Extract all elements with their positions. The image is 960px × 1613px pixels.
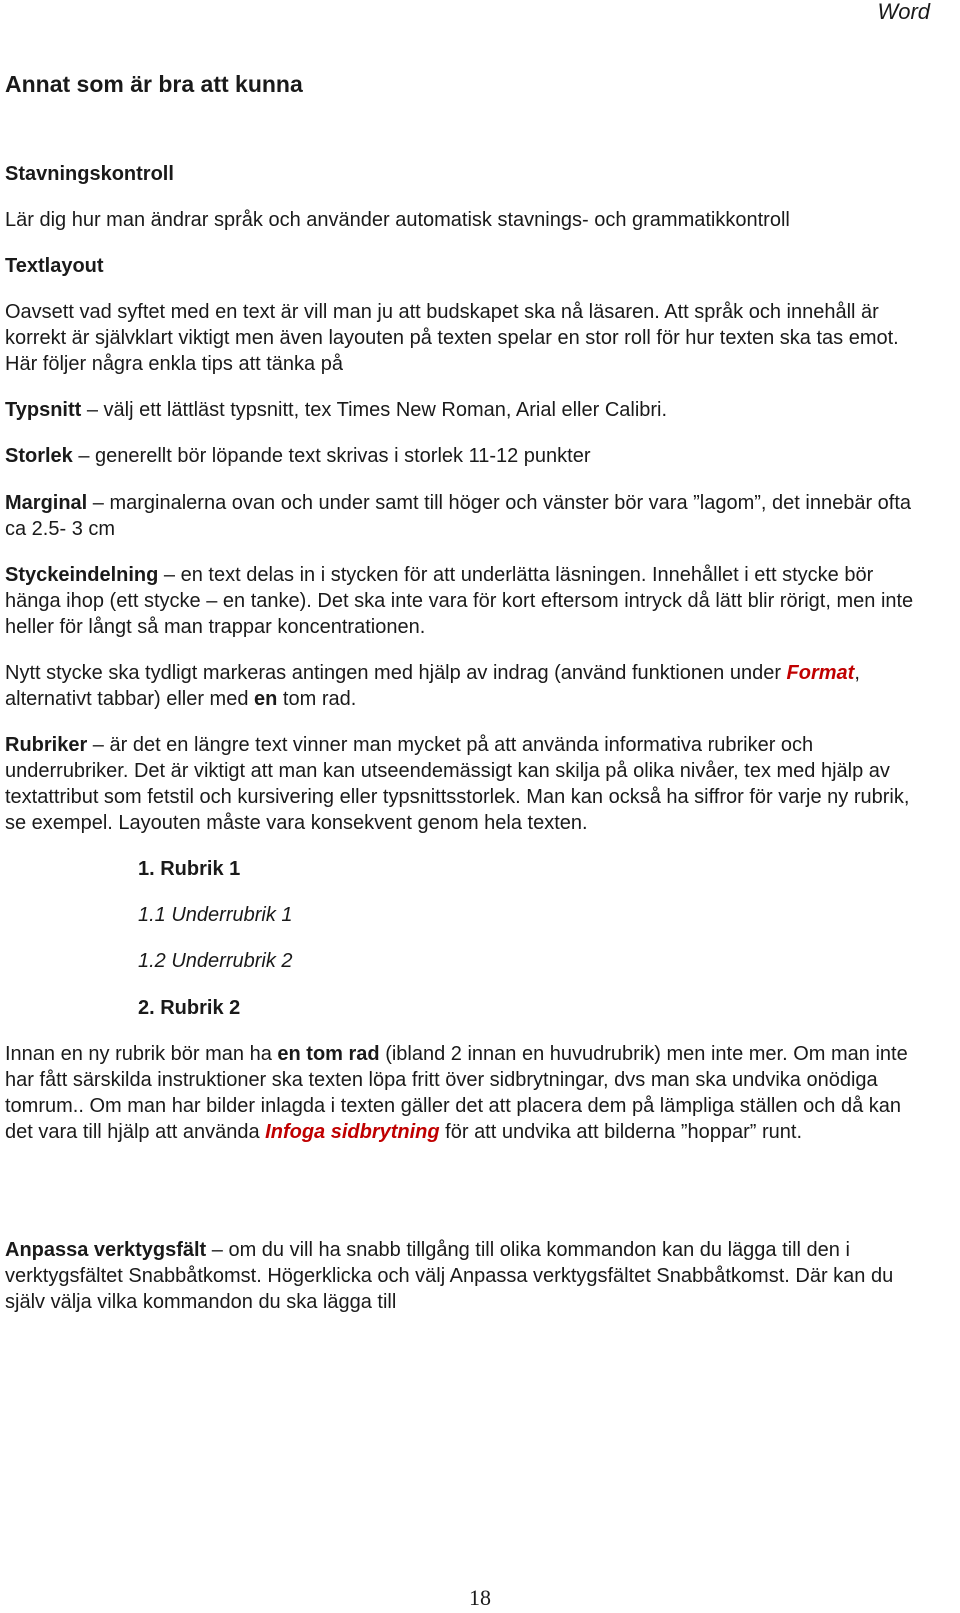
term-anpassa: Anpassa verktygsfält: [5, 1239, 207, 1261]
example-underrubrik-1: 1.1 Underrubrik 1: [138, 904, 293, 926]
paragraph-marginal: [5, 490, 930, 542]
text-innan-3: för att undvika att bilderna ”hoppar” runt.: [439, 1121, 803, 1143]
paragraph-rubriker: [5, 732, 930, 836]
paragraph-storlek: [5, 443, 930, 469]
text-storlek: – generellt bör löpande text skrivas i storlek 11-12 punkter: [72, 445, 591, 467]
paragraph-nytt-stycke: [5, 660, 930, 712]
text-nytt-stycke-en: en: [254, 688, 278, 710]
format-menu-reference: Format: [786, 662, 855, 684]
paragraph-innan: [5, 1041, 930, 1145]
text-innan-1: Innan en ny rubrik bör man ha: [5, 1043, 278, 1065]
term-marginal: Marginal: [5, 492, 88, 514]
text-innan-2: (ibland 2 innan en huvudrubrik) men inte mer. Om man inte har fått särskilda instruktioner ska texten löpa fritt över sidbrytningar, dvs man ska undvika onödiga tomrum.. Om man har bilder inlagda i texten gäller det att placera dem på lämpliga ställen och då kan det vara till hjälp att använda: [5, 1043, 908, 1143]
text-nytt-stycke-2: , alternativt tabbar) eller med: [5, 662, 860, 710]
text-rubriker: – är det en längre text vinner man mycket på att använda informativa rubriker och underrubriker. Det är viktigt att man kan utseendemässigt kan skilja på olika nivåer, tex med hjälp av textattribut som fetstil och kursivering eller typsnittsstorlek. Man kan också ha siffror för varje ny rubrik, se exempel. Layouten måste vara konsekvent genom hela texten.: [5, 734, 910, 834]
paragraph-anpassa: [5, 1237, 930, 1315]
paragraph-intro: Oavsett vad syftet med en text är vill man ju att budskapet ska nå läsaren. Att språk och innehåll är korrekt är självklart viktigt men även layouten på texten spelar en stor roll för hur texten ska tas emot. Här följer några enkla tips att tänka på: [5, 301, 899, 375]
text-styckeindelning: – en text delas in i stycken för att underlätta läsningen. Innehållet i ett stycke bör hänga ihop (ett stycke – en tanke). Det ska inte vara för kort eftersom intryck då lätt blir rörigt, men inte heller för långt så man trappar koncentrationen.: [5, 564, 914, 638]
text-nytt-stycke-1: Nytt stycke ska tydligt markeras antingen med hjälp av indrag (använd funktionen under: [5, 662, 787, 684]
page-title: Annat som är bra att kunna: [5, 71, 303, 97]
paragraph-styckeindelning: [5, 562, 930, 640]
text-marginal: – marginalerna ovan och under samt till höger och vänster bör vara ”lagom”, det innebär ofta ca 2.5- 3 cm: [5, 492, 912, 540]
text-nytt-stycke-3: tom rad.: [277, 688, 357, 710]
heading-textlayout: Textlayout: [5, 255, 104, 277]
text-innan-bold: en tom rad: [277, 1043, 380, 1065]
infoga-sidbrytning-reference: Infoga sidbrytning: [265, 1121, 440, 1143]
example-rubrik-2: 2. Rubrik 2: [138, 997, 241, 1019]
term-typsnitt: Typsnitt: [5, 399, 82, 421]
paragraph-stavning: Lär dig hur man ändrar språk och använder automatisk stavnings- och grammatikkontroll: [5, 209, 790, 231]
text-typsnitt: – välj ett lättläst typsnitt, tex Times New Roman, Arial eller Calibri.: [81, 399, 668, 421]
term-styckeindelning: Styckeindelning: [5, 564, 159, 586]
example-underrubrik-2: 1.2 Underrubrik 2: [138, 950, 293, 972]
term-storlek: Storlek: [5, 445, 73, 467]
term-rubriker: Rubriker: [5, 734, 88, 756]
paragraph-typsnitt: [5, 397, 930, 423]
running-header: Word: [877, 0, 930, 24]
page-number: 18: [469, 1585, 491, 1610]
heading-stavningskontroll: Stavningskontroll: [5, 163, 174, 185]
text-anpassa: – om du vill ha snabb tillgång till olika kommandon kan du lägga till den i verktygsfältet Snabbåtkomst. Högerklicka och välj Anpassa verktygsfältet Snabbåtkomst. Där kan du själv välja vilka kommandon du ska lägga till: [5, 1239, 894, 1313]
example-rubrik-1: 1. Rubrik 1: [138, 858, 241, 880]
